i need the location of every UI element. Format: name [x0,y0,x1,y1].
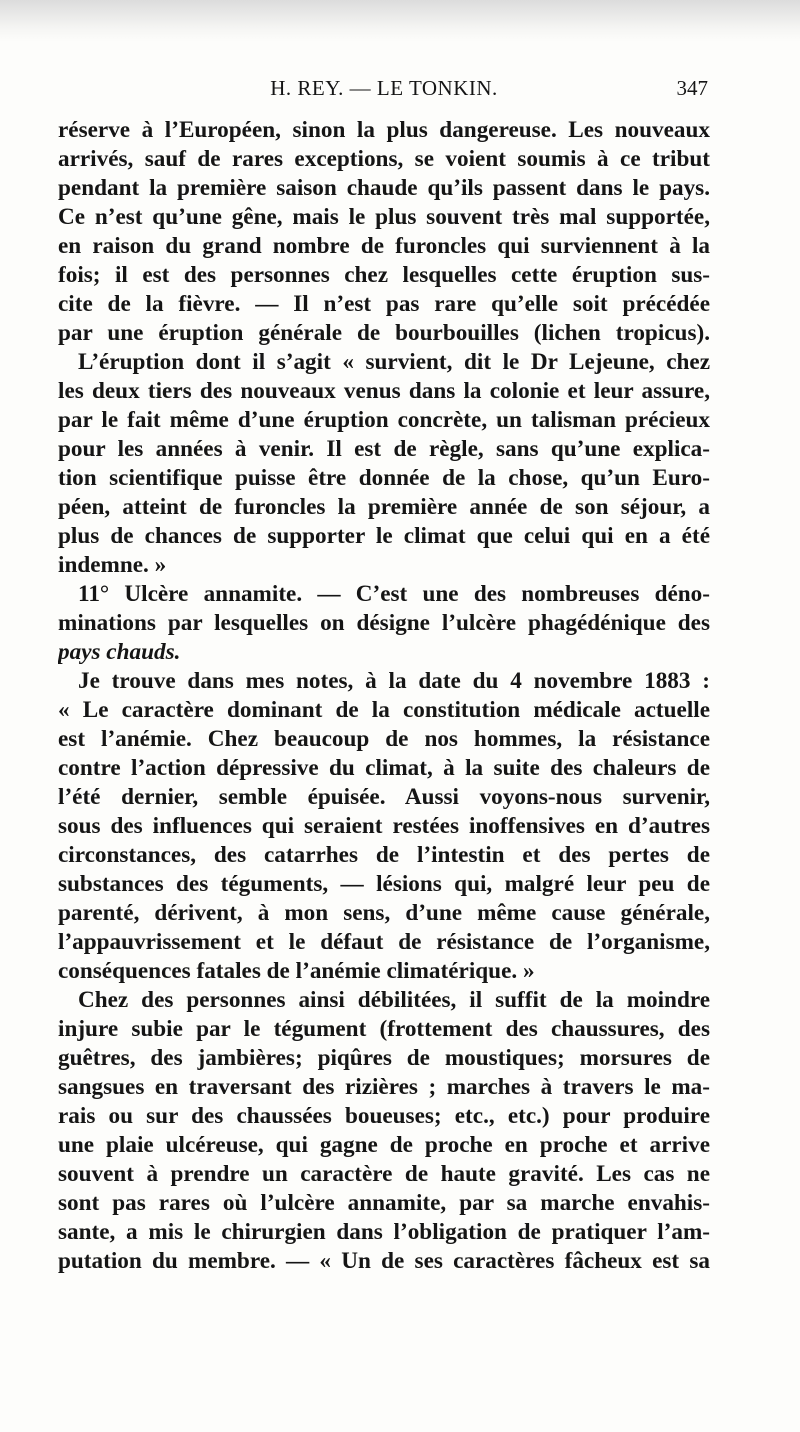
text-line: pendant la première saison chaude qu’ils passent dans le pays. [58,175,710,201]
text-line: arrivés, sauf de rares exceptions, se voient soumis à ce tribut [58,146,710,172]
text-line: sangsues en traversant des rizières ; marches à travers le ma- [58,1074,710,1100]
text-line: en raison du grand nombre de furoncles qui surviennent à la [58,233,710,259]
text-line: indemne. » [58,552,167,578]
text-line: les deux tiers des nouveaux venus dans la colonie et leur assure, [58,378,710,404]
text-line: rais ou sur des chaussées boueuses; etc., etc.) pour produire [58,1103,710,1129]
page-number: 347 [676,76,708,100]
text-line: souvent à prendre un caractère de haute gravité. Les cas ne [58,1161,710,1187]
running-head: H. REY. — LE TONKIN. [270,76,498,100]
text-line: est l’anémie. Chez beaucoup de nos hommes, la résistance [58,726,710,752]
text-line: putation du membre. — « Un de ses caractères fâcheux est sa [58,1248,710,1274]
text-line: Ce n’est qu’une gêne, mais le plus souvent très mal supportée, [58,204,710,230]
text-line: une plaie ulcéreuse, qui gagne de proche en proche et arrive [58,1132,710,1158]
text-line: Chez des personnes ainsi débilitées, il suffit de la moindre [78,987,710,1013]
text-line: injure subie par le tégument (frottement des chaussures, des [58,1016,710,1042]
text-line: conséquences fatales de l’anémie climatérique. » [58,958,535,984]
text-line: péen, atteint de furoncles la première année de son séjour, a [58,494,710,520]
text-line: pour les années à venir. Il est de règle, sans qu’une explica- [58,436,710,462]
text-line: par une éruption générale de bourbouilles (lichen tropicus). [58,320,710,346]
text-line: circonstances, des catarrhes de l’intestin et des pertes de [58,842,710,868]
text-line: réserve à l’Européen, sinon la plus dangereuse. Les nouveaux [58,117,710,143]
text-line: sont pas rares où l’ulcère annamite, par sa marche envahis- [58,1190,710,1216]
text-line: Je trouve dans mes notes, à la date du 4 novembre 1883 : [78,668,710,694]
text-line: par le fait même d’une éruption concrète, un talisman précieux [58,407,710,433]
scan-shadow [0,0,800,42]
text-line: minations par lesquelles on désigne l’ulcère phagédénique des [58,610,710,636]
text-line: l’appauvrissement et le défaut de résistance de l’organisme, [58,929,710,955]
text-line: L’éruption dont il s’agit « survient, dit le Dr Lejeune, chez [78,349,710,375]
body-text [58,116,710,1276]
text-line: contre l’action dépressive du climat, à la suite des chaleurs de [58,755,710,781]
section-heading-line: 11° Ulcère annamite. — C’est une des nombreuses déno- [78,581,710,607]
text-line: tion scientifique puisse être donnée de la chose, qu’un Euro- [58,465,710,491]
text-line: plus de chances de supporter le climat que celui qui en a été [58,523,710,549]
text-line: fois; il est des personnes chez lesquelles cette éruption sus- [58,262,710,288]
page-header [58,76,710,110]
text-line: cite de la fièvre. — Il n’est pas rare qu’elle soit précédée [58,291,710,317]
text-line: substances des téguments, — lésions qui, malgré leur peu de [58,871,710,897]
text-line: sante, a mis le chirurgien dans l’obligation de pratiquer l’am- [58,1219,710,1245]
text-line: sous des influences qui seraient restées inoffensives en d’autres [58,813,710,839]
text-line: parenté, dérivent, à mon sens, d’une même cause générale, [58,900,710,926]
text-line: guêtres, des jambières; piqûres de moustiques; morsures de [58,1045,710,1071]
text-line: « Le caractère dominant de la constitution médicale actuelle [58,697,710,723]
text-line: pays chauds. [58,639,181,665]
text-line: l’été dernier, semble épuisée. Aussi voyons-nous survenir, [58,784,710,810]
